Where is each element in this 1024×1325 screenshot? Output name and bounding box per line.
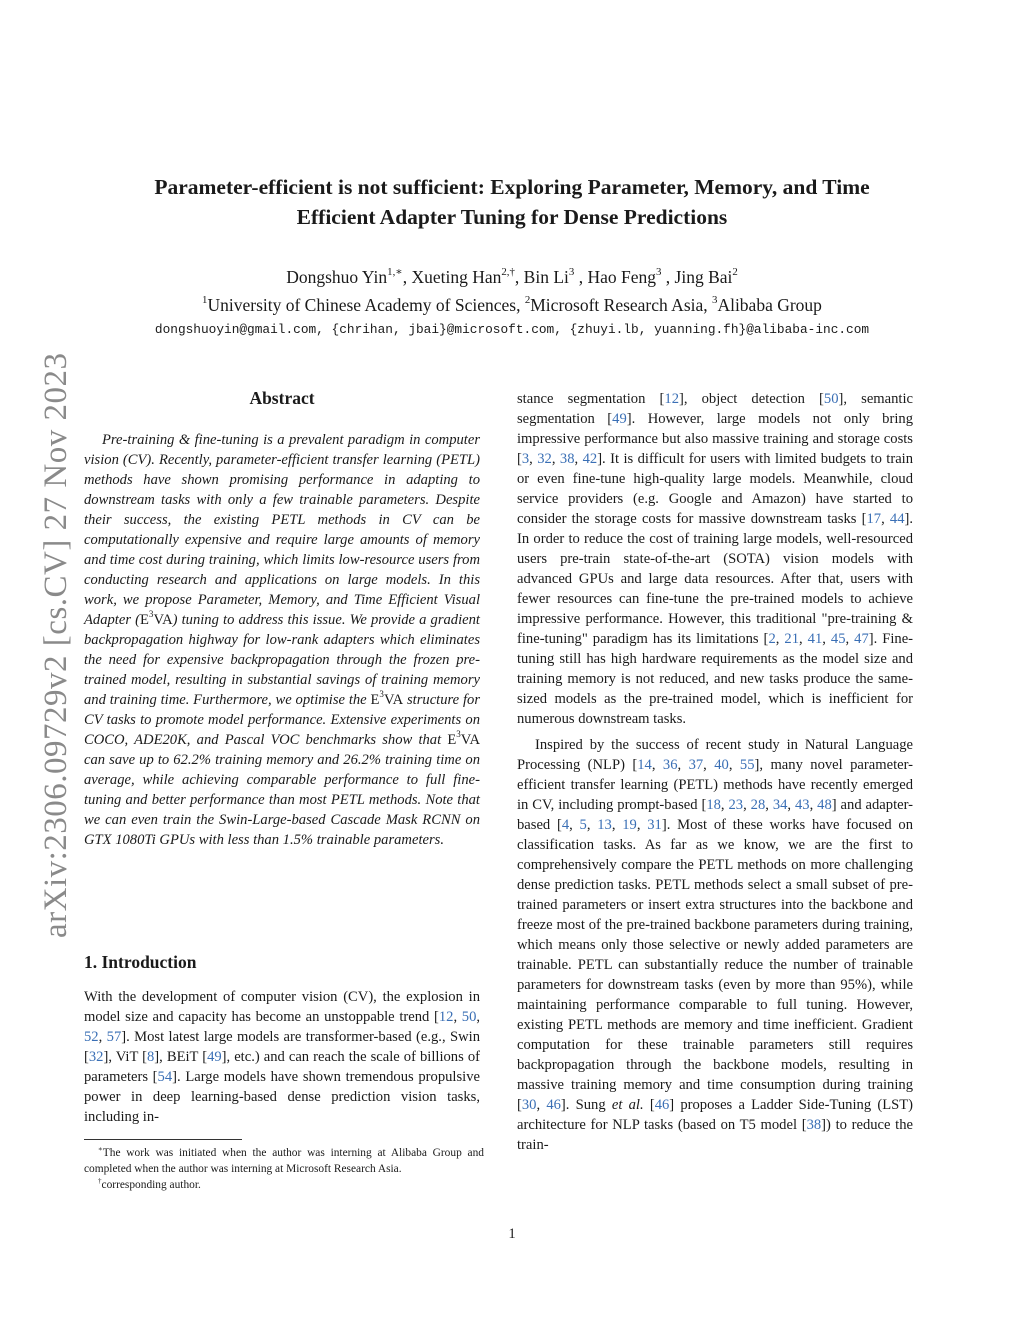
citation-link[interactable]: 21 <box>784 631 799 647</box>
citation-link[interactable]: 49 <box>207 1049 222 1065</box>
citation-link[interactable]: 14 <box>637 757 652 773</box>
term-va: VA <box>383 692 404 708</box>
citation-link[interactable]: 30 <box>521 1097 537 1113</box>
body-text: ], ViT [ <box>103 1049 147 1065</box>
citation-link[interactable]: 36 <box>662 757 678 773</box>
footnotes <box>84 1145 484 1193</box>
term-e: E <box>139 612 149 628</box>
e3va-term <box>370 689 404 708</box>
citation-link[interactable]: 47 <box>854 631 869 647</box>
term-va: VA <box>153 612 173 628</box>
citation-link[interactable]: 34 <box>772 797 788 813</box>
body-text: ]. Most of these works have focused on classification tasks. As far as we know, we are the first to comprehensively compare the PETL methods on more challenging dense prediction tasks. PETL methods select a small subset of pre-trained parameters or insert extra structures into the backbone and freeze most of the pre-trained backbone parameters during training, which means only those selective or newly added parameters are trainable. PETL can substantially reduce the number of trainable parameters for downstream tasks (even by more than 95%), while maintaining performance comparable to full tuning. However, existing PETL methods are memory and time inefficient. Gradient computation for these trainable parameters still requires backpropagation through the backbone models, resulting in massive training memory and time consumption during training [ <box>517 817 913 1113</box>
citation-link[interactable]: 32 <box>537 451 552 467</box>
body-text: ], semantic segmentation [ <box>517 391 914 427</box>
term-sup: 3 <box>379 689 384 700</box>
body-text: ], many novel parameter-efficient transfer learning (PETL) methods have recently emerged in CV, including prompt-based [ <box>517 757 914 813</box>
citation-link[interactable]: 3 <box>521 451 530 467</box>
citation-link[interactable]: 52 <box>84 1029 99 1045</box>
citation-link[interactable]: 17 <box>866 511 882 527</box>
citation-link[interactable]: 19 <box>622 817 637 833</box>
et-al: et al. <box>611 1097 644 1113</box>
body-text: ]. Large models have shown tremendous propulsive power in deep learning-based dense prediction vision tasks, including in- <box>84 1069 480 1125</box>
abstract-text: ) tuning to address this issue. We provide a gradient backpropagation highway for low-rank adapters which eliminates the need for expensive backpropagation through the frozen pre-trained model, resulting in substantial savings of training memory and training time. Furthermore, we optimise the <box>84 612 480 708</box>
author-name: , Bin Li <box>514 267 569 287</box>
e3va-term <box>447 729 480 748</box>
citation-link[interactable]: 2 <box>768 631 776 647</box>
citation-link[interactable]: 4 <box>561 817 570 833</box>
author-name: , Xueting Han <box>402 267 502 287</box>
author-name: Dongshuo Yin <box>286 267 388 287</box>
citation-link[interactable]: 42 <box>582 451 598 467</box>
citation-link[interactable]: 38 <box>559 451 575 467</box>
term-e: E <box>447 732 457 748</box>
affiliation-list <box>70 294 954 316</box>
body-text: ]. Most latest large models are transformer-based (e.g., Swin [ <box>84 1029 480 1065</box>
body-text: ]. Sung <box>560 1097 612 1113</box>
affiliation: Alibaba Group <box>717 295 822 315</box>
footnote-divider <box>84 1139 242 1140</box>
citation-link[interactable]: 50 <box>823 391 839 407</box>
author-emails: dongshuoyin@gmail.com, {chrihan, jbai}@microsoft.com, {zhuyi.lb, yuanning.fh}@alibaba-inc.com <box>154 322 870 337</box>
author-affil-mark: 2,† <box>501 266 515 279</box>
term-sup: 3 <box>148 609 154 620</box>
citation-link[interactable]: 41 <box>807 631 823 647</box>
body-text: ], object detection [ <box>679 391 824 407</box>
body-text: ]. Fine-tuning still has high hardware requirements as the model size and training memory is not reduced, and new tasks produce the same-sized models as the pre-trained model, which is inefficient for numerous downstream tasks. <box>517 631 914 727</box>
author-name: , Hao Feng <box>574 267 656 287</box>
citation-link[interactable]: 40 <box>714 757 729 773</box>
paper-title <box>70 172 954 232</box>
footnote-mark: † <box>98 1176 102 1185</box>
citation-link[interactable]: 23 <box>728 797 744 813</box>
title-line-2: Efficient Adapter Tuning for Dense Predictions <box>296 205 728 229</box>
author-affil-mark: 2 <box>732 266 738 279</box>
citation-link[interactable]: 46 <box>654 1097 670 1113</box>
body-text: ], BEiT [ <box>154 1049 208 1065</box>
citation-link[interactable]: 38 <box>806 1117 822 1133</box>
author-affil-mark: 3 <box>568 266 575 279</box>
citation-link[interactable]: 31 <box>647 817 662 833</box>
citation-link[interactable]: 45 <box>830 631 846 647</box>
citation-link[interactable]: 49 <box>612 411 627 427</box>
term-sup: 3 <box>456 729 461 740</box>
abstract-body <box>84 430 480 850</box>
introduction-paragraph: With the development of computer vision (CV), the explosion in model size and capacity has become an unstoppable trend [12, 50, 52, 57]. Most latest large models are transformer-based (e.g., Swin [32], ViT [8], BEiT [49], etc.) and can reach the scale of billions of parameters [54]. Large models have shown tremendous propulsive power in deep learning-based dense prediction vision tasks, including in- <box>84 989 481 1125</box>
term-va: VA <box>460 732 480 748</box>
body-text: ]. It is difficult for users with limited budgets to train or even fine-tune high-quality large models. Meanwhile, cloud service providers (e.g. Google and Amazon) have started to consider the storage costs for massive downstream tasks [ <box>517 451 914 527</box>
footnote-mark: ∗ <box>98 1144 103 1153</box>
author-affil-mark: 3 <box>655 266 662 279</box>
citation-link[interactable]: 48 <box>817 797 832 813</box>
citation-link[interactable]: 13 <box>597 817 612 833</box>
page-number: 1 <box>508 1226 516 1242</box>
citation-link[interactable]: 54 <box>157 1069 173 1085</box>
footnote-1 <box>84 1145 484 1177</box>
section-heading-introduction: 1. Introduction <box>84 952 197 972</box>
citation-link[interactable]: 12 <box>664 391 679 407</box>
affil-mark: 2 <box>524 294 531 307</box>
body-text: stance segmentation [ <box>517 391 665 407</box>
footnote-text: The work was initiated when the author was interning at Alibaba Group and completed when the author was interning at Microsoft Research Asia. <box>84 1147 484 1175</box>
citation-link[interactable]: 44 <box>889 511 905 527</box>
body-text: ]. However, large models not only bring impressive performance but also massive training and storage costs [ <box>517 411 913 467</box>
citation-link[interactable]: 12 <box>438 1009 454 1025</box>
body-text: Inspired by the success of recent study in Natural Language Processing (NLP) [ <box>517 737 913 773</box>
affil-mark: 1 <box>202 294 208 307</box>
citation-link[interactable]: 28 <box>750 797 766 813</box>
citation-link[interactable]: 43 <box>795 797 810 813</box>
author-name: , Jing Bai <box>661 267 733 287</box>
body-text: ]. In order to reduce the cost of training large models, well-resourced users pre-train state-of-the-art (SOTA) vision models with advanced GPUs and large data resources. After that, users with fewer resources can fine-tune the pre-trained models to achieve impressive performance. However, this traditional "pre-training & fine-tuning" paradigm has its limitations [ <box>517 511 914 647</box>
author-affil-mark: 1,∗ <box>387 266 403 279</box>
term-e: E <box>370 692 380 708</box>
citation-link[interactable]: 55 <box>739 757 755 773</box>
arxiv-identifier: arXiv:2306.09729v2 [cs.CV] 27 Nov 2023 <box>38 352 74 938</box>
citation-link[interactable]: 57 <box>106 1029 122 1045</box>
affiliation: University of Chinese Academy of Sciences, <box>207 295 525 315</box>
footnote-text: corresponding author. <box>101 1179 201 1191</box>
abstract-text: can save up to 62.2% training memory and 26.2% training time on average, while achieving comparable performance to full fine-tuning and better performance than most PETL methods. Note that we can even train the Swin-Large-based Cascade Mask RCNN on GTX 1080Ti GPUs with less than 1.5% trainable parameters. <box>84 752 480 848</box>
body-text: ]) to reduce the train- <box>517 1117 914 1153</box>
abstract-section <box>84 386 480 850</box>
right-column <box>517 389 913 1161</box>
body-text: ] and adapter-based [ <box>517 797 914 833</box>
citation-link[interactable]: 50 <box>461 1009 477 1025</box>
body-text: With the development of computer vision (CV), the explosion in model size and capacity has become an unstoppable trend [ <box>84 989 480 1025</box>
citation-link[interactable]: 5 <box>579 817 587 833</box>
citation-link[interactable]: 37 <box>688 757 704 773</box>
citation-link[interactable]: 46 <box>546 1097 561 1113</box>
author-list <box>70 266 954 288</box>
footnote-2 <box>84 1177 484 1193</box>
e3va-term <box>139 609 173 628</box>
citation-link[interactable]: 8 <box>147 1049 155 1065</box>
affiliation: Microsoft Research Asia, <box>530 295 713 315</box>
body-paragraph: Inspired by the success of recent study in Natural Language Processing (NLP) [14, 36, 37, 40, 55], many novel parameter-efficient transfer learning (PETL) methods have recently emerged in CV, including prompt-based [18, 23, 28, 34, 43, 48] and adapter-based [4, 5, 13, 19, 31]. Most of these works have focused on classification tasks. As far as we know, we are the first to comprehensively compare the PETL methods on more challenging dense prediction tasks. PETL methods select a small subset of pre-trained parameters or insert extra structures into the backbone and freeze most of the pre-trained backbone parameters during training, which means only those selective or newly added parameters are trainable. PETL can substantially reduce the number of trainable parameters for downstream tasks (even by more than 95%), while maintaining performance comparable to full tuning. However, existing PETL methods are memory and time inefficient. Gradient computation for these trainable parameters still requires backpropagation through the backbone models, resulting in massive training memory and time consumption during training [30, 46]. Sung et al. [46] proposes a Ladder Side-Tuning (LST) architecture for NLP tasks (based on T5 model [38]) to reduce the train- <box>517 737 914 1153</box>
body-text: ] proposes a Ladder Side-Tuning (LST) architecture for NLP tasks (based on T5 model [ <box>517 1097 913 1133</box>
abstract-heading: Abstract <box>249 388 315 408</box>
citation-link[interactable]: 18 <box>706 797 721 813</box>
affil-mark: 3 <box>712 294 718 307</box>
body-text: ], etc.) and can reach the scale of billions of parameters [ <box>84 1049 480 1085</box>
body-paragraph: stance segmentation [12], object detection [50], semantic segmentation [49]. However, large models not only bring impressive performance but also massive training and storage costs [3, 32, 38, 42]. It is difficult for users with limited budgets to train or even fine-tune high-quality large models. Meanwhile, cloud service providers (e.g. Google and Amazon) have started to consider the storage costs for massive downstream tasks [17, 44]. In order to reduce the cost of training large models, well-resourced users pre-train state-of-the-art (SOTA) vision models with advanced GPUs and large data resources. After that, users with fewer resources can fine-tune the pre-trained models to achieve impressive performance. However, this traditional "pre-training & fine-tuning" paradigm has its limitations [2, 21, 41, 45, 47]. Fine-tuning still has high hardware requirements as the model size and training memory is not reduced, and new tasks produce the same-sized models as the pre-trained model, which is inefficient for numerous downstream tasks. <box>517 391 914 727</box>
citation-link[interactable]: 32 <box>88 1049 104 1065</box>
abstract-text: Pre-training & fine-tuning is a prevalent paradigm in computer vision (CV). Recently, parameter-efficient transfer learning (PETL) methods have shown promising performance in adapting to downstream tasks with only a few trainable parameters. Despite their success, the existing PETL methods in CV can be computationally expensive and require large amounts of memory and time cost during training, which limits low-resource users from conducting research and applications on large models. In this work, we propose Parameter, Memory, and Time Efficient Visual Adapter ( <box>84 432 480 628</box>
abstract-text: structure for CV tasks to promote model performance. Extensive experiments on COCO, ADE20K, and Pascal VOC benchmarks show that <box>84 692 480 748</box>
title-line-1: Parameter-efficient is not sufficient: Exploring Parameter, Memory, and Time <box>154 175 870 199</box>
